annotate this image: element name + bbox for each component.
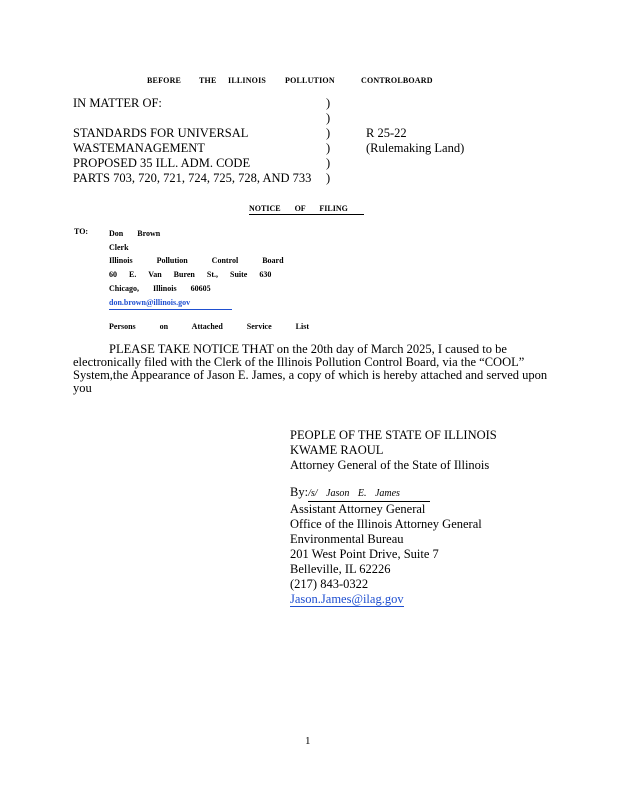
caption-line: IN MATTER OF: — [73, 96, 162, 110]
signer-email[interactable] — [290, 592, 497, 607]
case-number: R 25-22 — [366, 126, 407, 140]
header-word: POLLUTION — [285, 76, 335, 85]
recipient-line: Chicago, Illinois 60605 — [109, 283, 211, 293]
signature-line — [290, 485, 497, 502]
paren: ) — [326, 156, 331, 170]
recipient-line: Illinois Pollution Control Board — [109, 256, 284, 266]
notice-paragraph — [73, 343, 547, 395]
recipient-line: 60 E. Van Buren St., Suite 630 — [109, 270, 272, 280]
recipient-block — [109, 227, 284, 310]
phone-line: (217) 843-0322 — [290, 577, 369, 591]
signature-block — [290, 428, 497, 607]
paren: ) — [326, 141, 331, 155]
paragraph-line: System,the Appearance of Jason E. James, a copy of which is hereby attached and served upon — [73, 368, 548, 382]
caption-line: WASTEMANAGEMENT — [73, 141, 205, 155]
header-word: BEFORE — [147, 76, 182, 85]
city-line: Belleville, IL 62226 — [290, 562, 391, 576]
signature: /s/ Jason E. James — [308, 486, 430, 502]
caption-parens — [326, 96, 330, 186]
case-type: (Rulemaking Land) — [366, 141, 465, 155]
page-number: 1 — [305, 735, 311, 747]
paragraph-line: electronically filed with the Clerk of the Illinois Pollution Control Board, via the “COOL” — [73, 355, 525, 369]
party-line: PEOPLE OF THE STATE OF ILLINOIS — [290, 428, 497, 442]
paren: ) — [326, 96, 331, 110]
header-word: CONTROLBOARD — [361, 76, 433, 85]
case-caption — [73, 96, 311, 186]
ag-title: Attorney General of the State of Illinois — [290, 458, 490, 472]
notice-title: NOTICE OF FILING — [249, 204, 364, 215]
paren: ) — [326, 111, 331, 125]
header-word: ILLINOIS — [228, 76, 267, 85]
email-link[interactable]: don.brown@illinois.gov — [109, 297, 191, 307]
recipient-line: Clerk — [109, 242, 129, 252]
header-word: THE — [199, 76, 217, 85]
paragraph-line: you — [73, 381, 92, 395]
signer-email-link[interactable]: Jason.James@ilag.gov — [290, 592, 404, 606]
recipient-email[interactable] — [109, 296, 232, 311]
caption-line: PARTS 703, 720, 721, 724, 725, 728, AND 733 — [73, 171, 312, 185]
address-line: 201 West Point Drive, Suite 7 — [290, 547, 439, 561]
caption-line — [73, 111, 311, 126]
paragraph-line: PLEASE TAKE NOTICE THAT on the 20th day of March 2025, I caused to be — [109, 342, 507, 356]
role-line: Assistant Attorney General — [290, 502, 426, 516]
recipient-line: Don Brown — [109, 229, 161, 238]
caption-line: PROPOSED 35 ILL. ADM. CODE — [73, 156, 251, 170]
bureau-line: Environmental Bureau — [290, 532, 404, 546]
to-label: TO: — [74, 227, 89, 236]
paren: ) — [326, 126, 331, 140]
paren: ) — [326, 171, 331, 185]
persons-line: Persons on Attached Service List — [109, 322, 309, 331]
ag-name: KWAME RAOUL — [290, 443, 384, 457]
by-label: By: — [290, 485, 309, 499]
caption-line: STANDARDS FOR UNIVERSAL — [73, 126, 249, 140]
office-line: Office of the Illinois Attorney General — [290, 517, 482, 531]
